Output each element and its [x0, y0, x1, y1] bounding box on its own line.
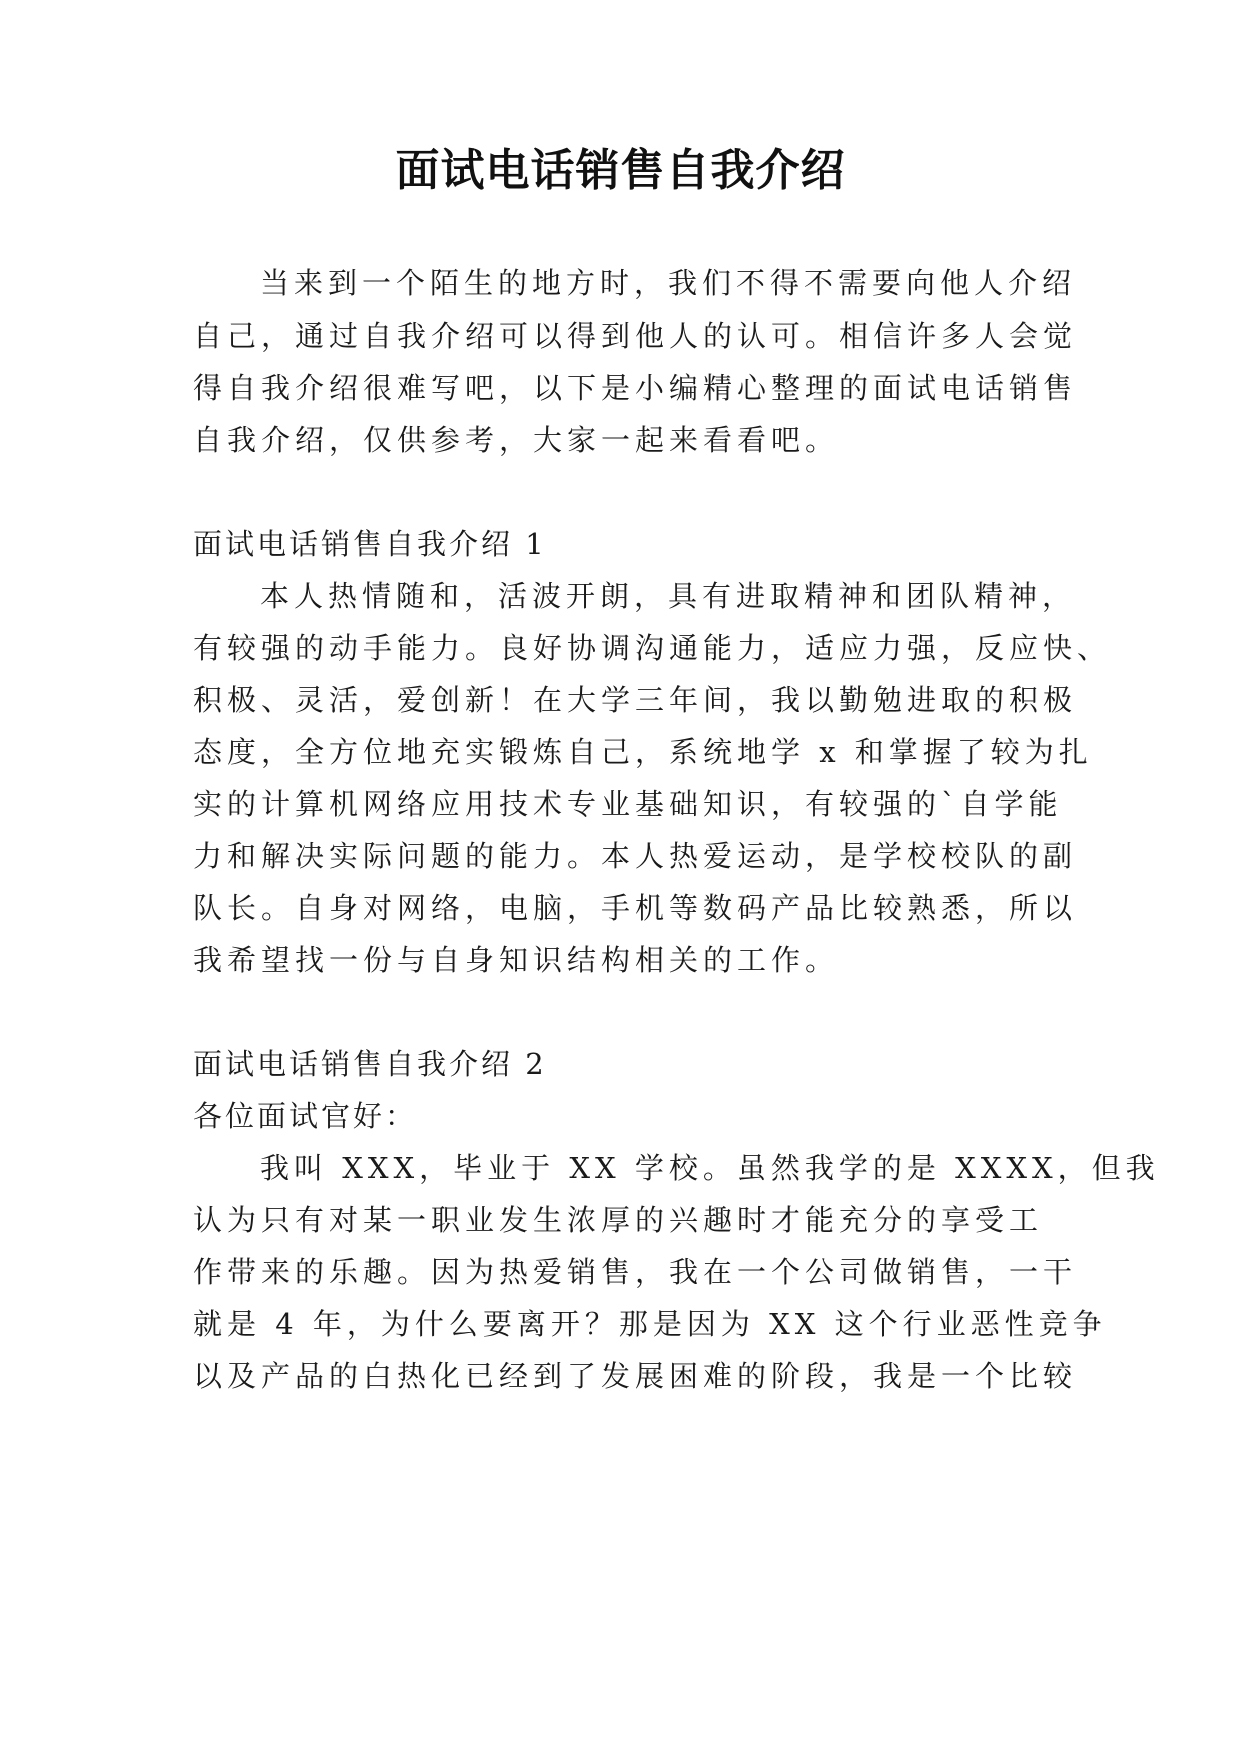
section1-heading: 面试电话销售自我介绍 1 [193, 527, 547, 561]
section1-line-5: 实的计算机网络应用技术专业基础知识，有较强的`自学能 [193, 787, 1063, 821]
intro-line-1: 当来到一个陌生的地方时，我们不得不需要向他人介绍 [260, 266, 1077, 300]
section2-greeting: 各位面试官好： [193, 1099, 418, 1133]
section2-line-3: 作带来的乐趣。因为热爱销售，我在一个公司做销售，一干 [193, 1255, 1078, 1289]
section1-line-2: 有较强的动手能力。良好协调沟通能力，适应力强，反应快、 [193, 631, 1112, 665]
intro-line-3: 得自我介绍很难写吧，以下是小编精心整理的面试电话销售 [193, 371, 1078, 405]
section1-line-8: 我希望找一份与自身知识结构相关的工作。 [193, 943, 840, 977]
section1-line-6: 力和解决实际问题的能力。本人热爱运动，是学校校队的副 [193, 839, 1078, 873]
intro-line-2: 自己，通过自我介绍可以得到他人的认可。相信许多人会觉 [193, 319, 1078, 353]
section1-line-4: 态度，全方位地充实锻炼自己，系统地学 x 和掌握了较为扎 [193, 735, 1093, 769]
section2-line-1: 我叫 XXX，毕业于 XX 学校。虽然我学的是 XXXX，但我 [260, 1151, 1160, 1185]
section2-line-4: 就是 4 年，为什么要离开？那是因为 XX 这个行业恶性竞争 [193, 1307, 1107, 1341]
document-title: 面试电话销售自我介绍 [395, 145, 846, 196]
section1-line-7: 队长。自身对网络，电脑，手机等数码产品比较熟悉，所以 [193, 891, 1078, 925]
section1-line-3: 积极、灵活，爱创新！在大学三年间，我以勤勉进取的积极 [193, 683, 1078, 717]
intro-line-4: 自我介绍，仅供参考，大家一起来看看吧。 [193, 423, 840, 457]
section2-line-5: 以及产品的白热化已经到了发展困难的阶段，我是一个比较 [193, 1359, 1078, 1393]
section2-line-2: 认为只有对某一职业发生浓厚的兴趣时才能充分的享受工 [193, 1203, 1044, 1237]
section2-heading: 面试电话销售自我介绍 2 [193, 1047, 547, 1081]
section1-line-1: 本人热情随和，活波开朗，具有进取精神和团队精神， [260, 579, 1077, 613]
